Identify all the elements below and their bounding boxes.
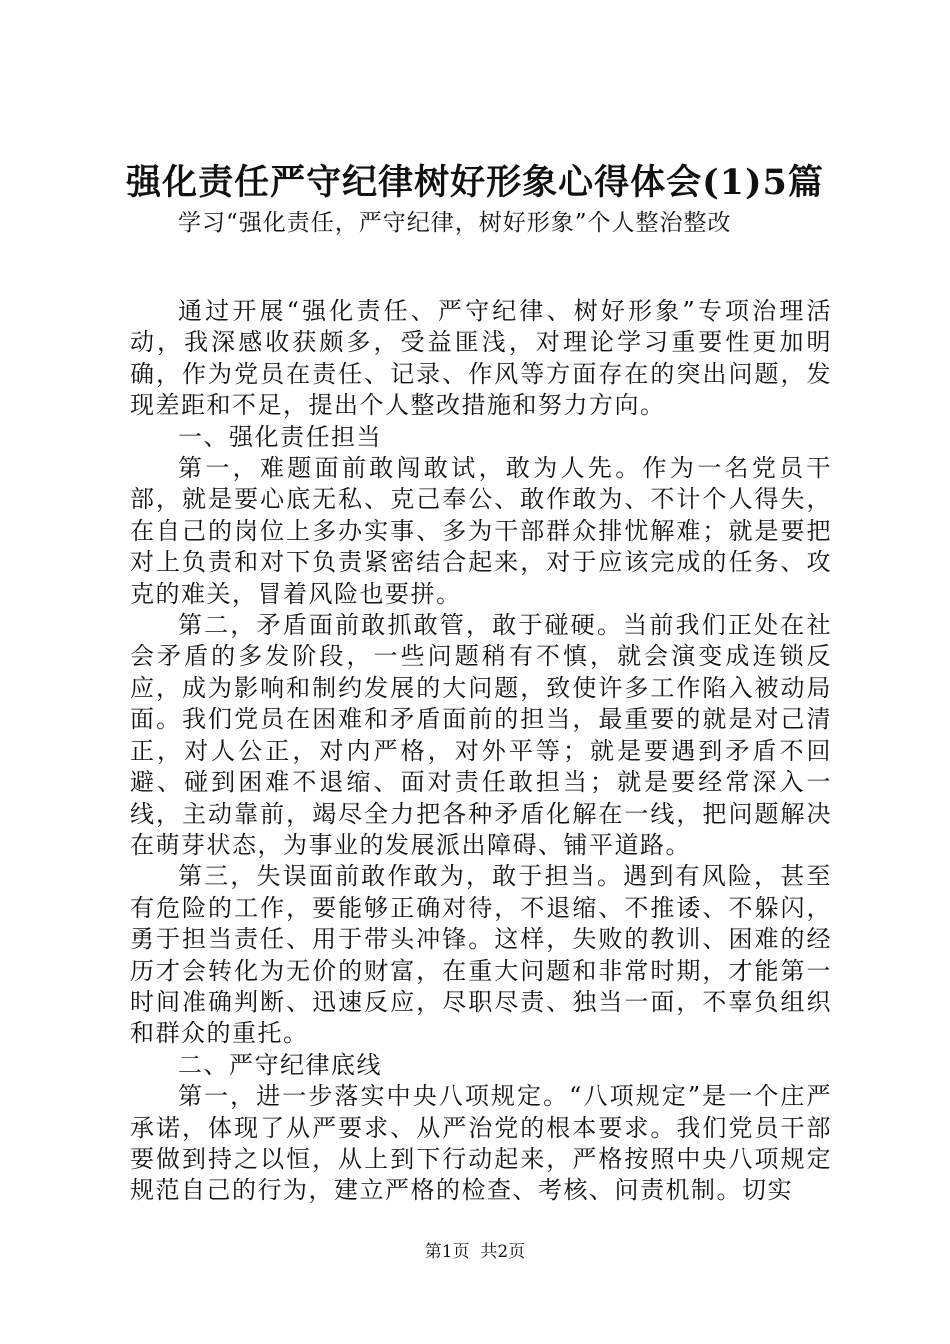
body-paragraph: 第二，矛盾面前敢抓敢管，敢于碰硬。当前我们正处在社会矛盾的多发阶段，一些问题稍有不慎，就会演变成连锁反应，成为影响和制约发展的大问题，致使许多工作陷入被动局面。我们党员在困难和矛盾面前的担当，最重要的就是对己清正，对人公正，对内严格，对外平等；就是要遇到矛盾不回避、碰到困难不退缩、面对责任敢担当；就是要经常深入一线，主动靠前，竭尽全力把各种矛盾化解在一线，把问题解决在萌芽状态，为事业的发展派出障碍、铺平道路。 bbox=[130, 611, 832, 859]
document-subtitle: 学习“强化责任，严守纪律，树好形象”个人整治整改 bbox=[178, 210, 732, 236]
section-heading: 二、严守纪律底线 bbox=[178, 1050, 382, 1079]
body-paragraph: 第三，失误面前敢作敢为，敢于担当。遇到有风险，甚至有危险的工作，要能够正确对待，不退缩、不推诿、不躲闪，勇于担当责任、用于带头冲锋。这样，失败的教训、困难的经历才会转化为无价的财富，在重大问题和非常时期，才能第一时间准确判断、迅速反应，尽职尽责、独当一面，不辜负组织和群众的重托。 bbox=[130, 862, 832, 1048]
body-paragraph: 第一，难题面前敢闯敢试，敢为人先。作为一名党员干部，就是要心底无私、克己奉公、敢作敢为、不计个人得失，在自己的岗位上多办实事、多为干部群众排忧解难；就是要把对上负责和对下负责紧密结合起来，对于应该完成的任务、攻克的难关，冒着风险也要拼。 bbox=[130, 454, 832, 608]
body-paragraph: 第一，进一步落实中央八项规定。“八项规定”是一个庄严承诺，体现了从严要求、从严治党的根本要求。我们党员干部要做到持之以恒，从上到下行动起来，严格按照中央八项规定规范自己的行为，建立严格的检查、考核、问责机制。切实 bbox=[130, 1082, 832, 1205]
intro-paragraph: 通过开展“强化责任、严守纪律、树好形象”专项治理活动，我深感收获颇多，受益匪浅，对理论学习重要性更加明确，作为党员在责任、记录、作风等方面存在的突出问题，发现差距和不足，提出个人整改措施和努力方向。 bbox=[130, 297, 832, 420]
section-heading: 一、强化责任担当 bbox=[178, 422, 382, 451]
document-title: 强化责任严守纪律树好形象心得体会(1)5篇 bbox=[126, 162, 824, 203]
page-footer: 第1页 共2页 bbox=[424, 1242, 526, 1262]
document-body bbox=[130, 296, 832, 1207]
